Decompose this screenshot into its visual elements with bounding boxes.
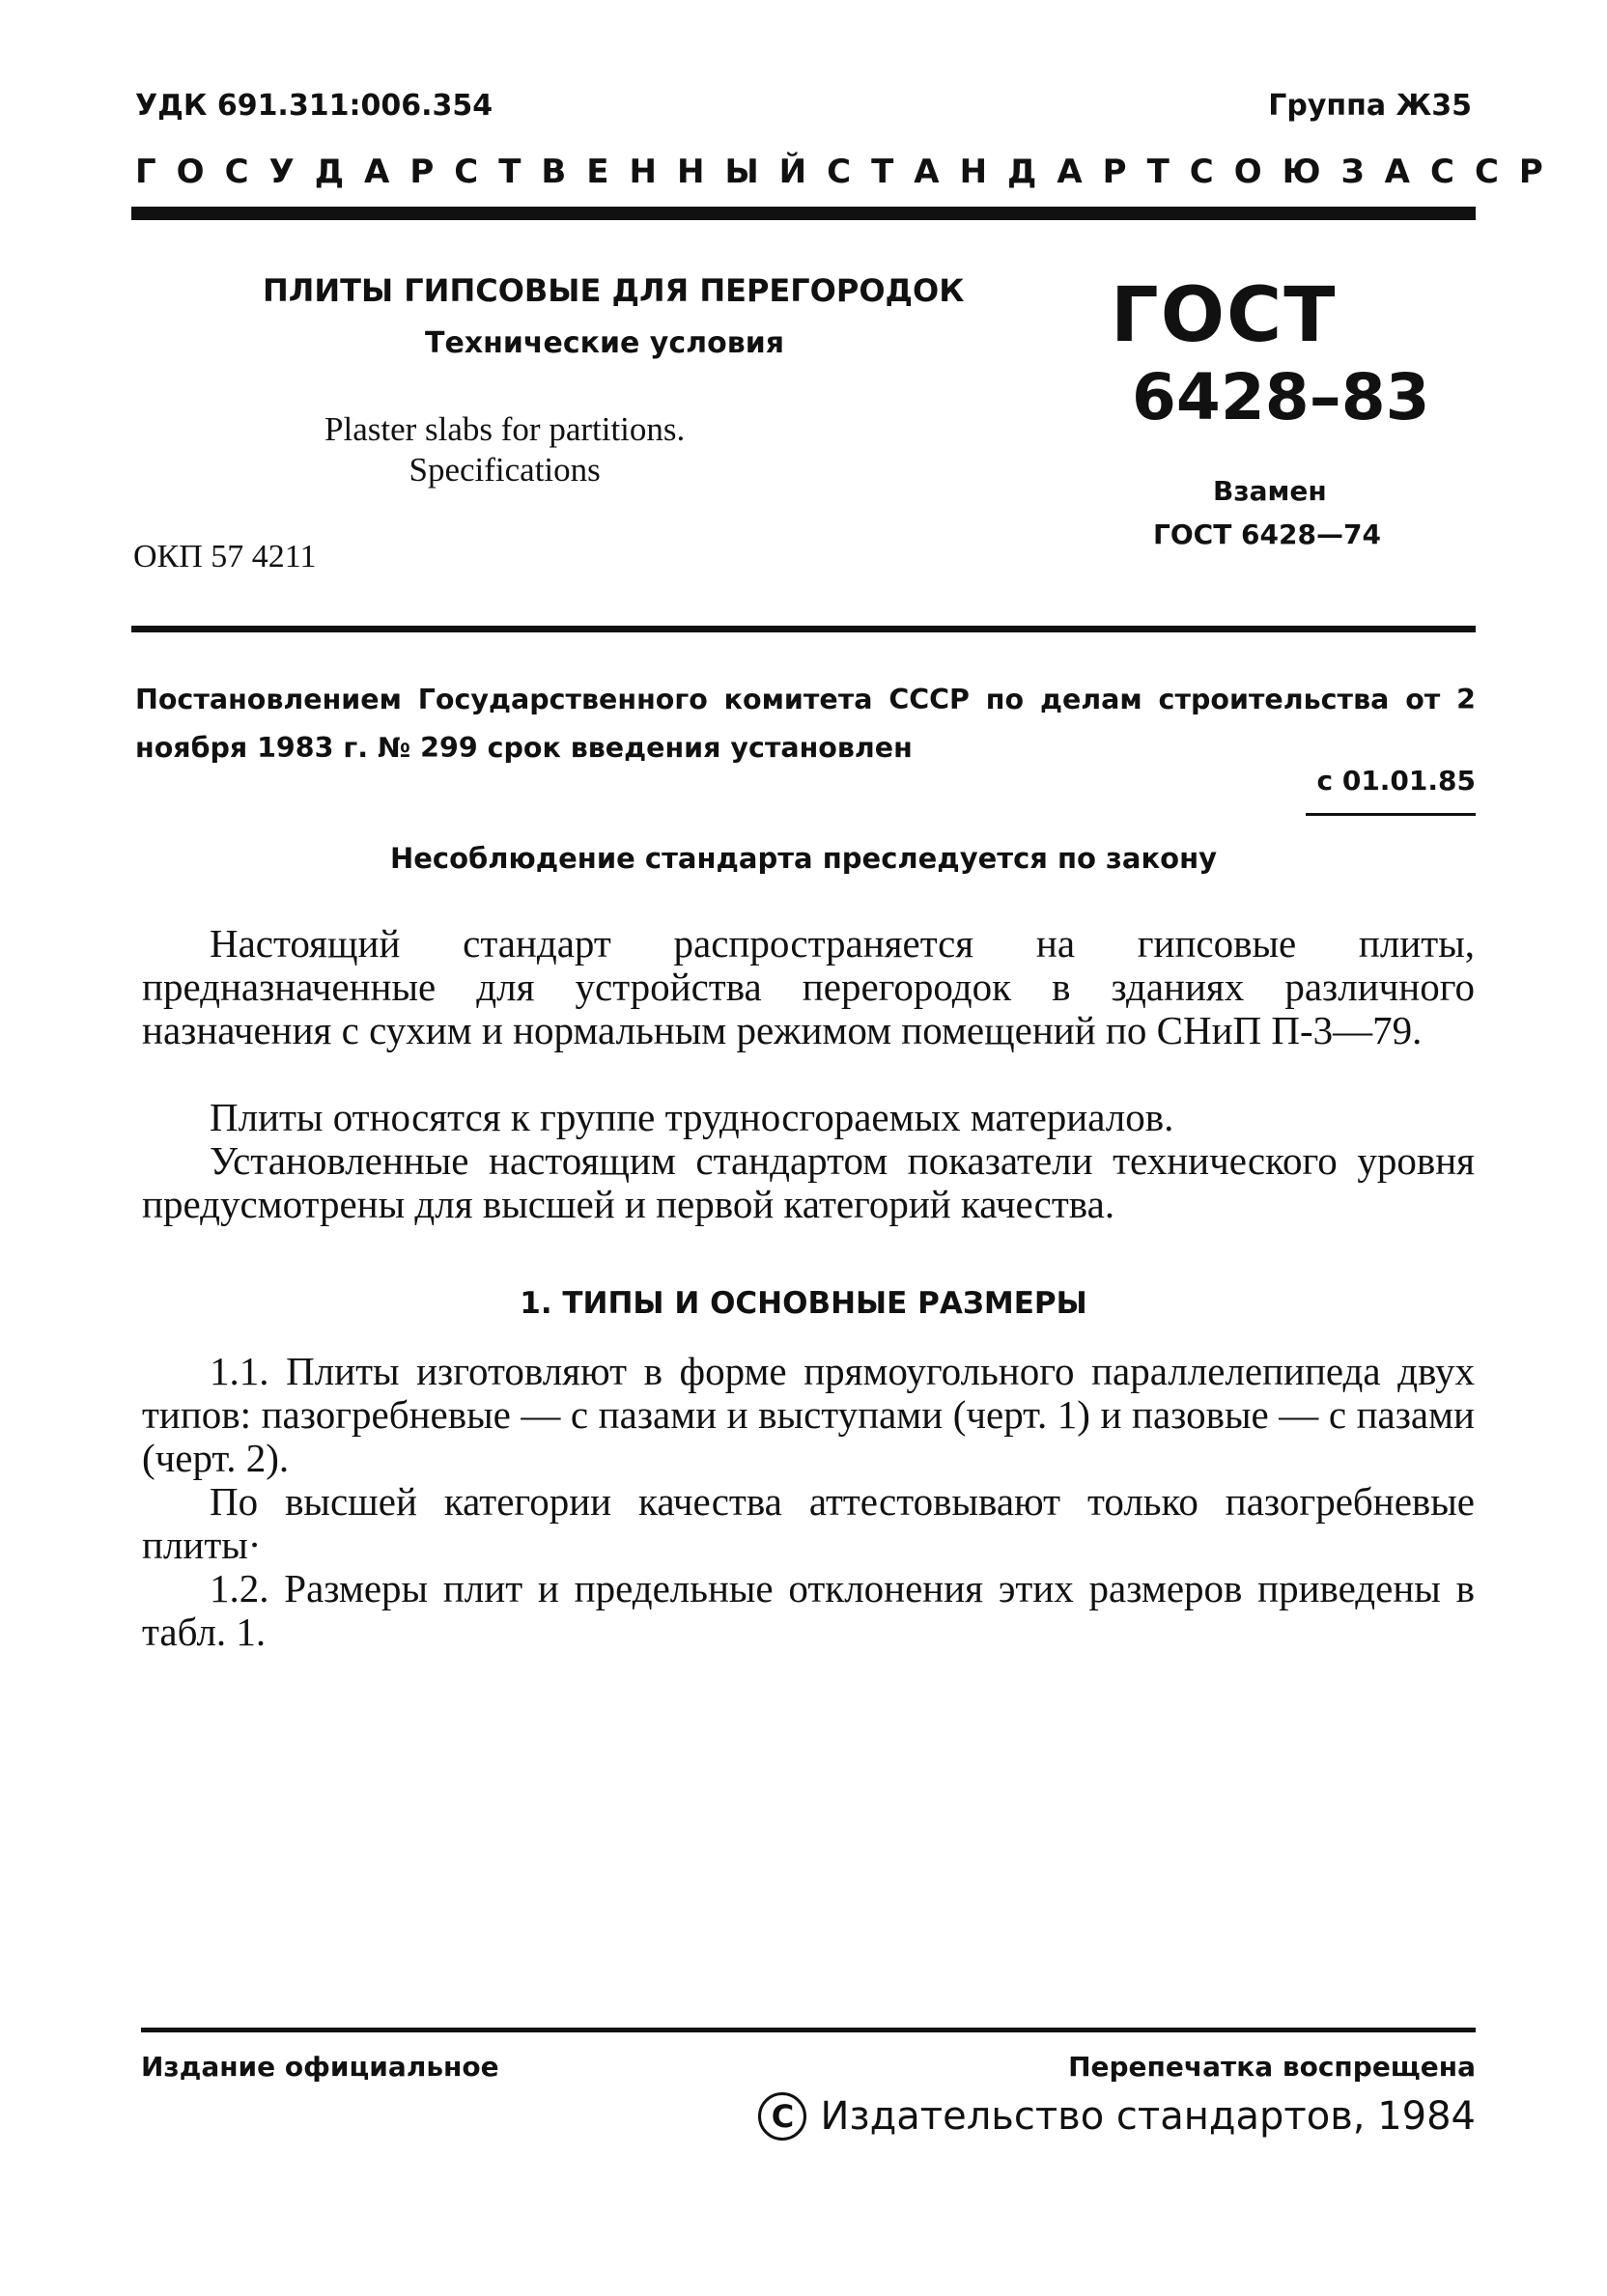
document-subtitle: Технические условия [425, 326, 784, 360]
official-edition-label: Издание официальное [141, 2051, 499, 2083]
gost-label: ГОСТ [1111, 272, 1338, 359]
copyright-line [758, 2092, 1476, 2141]
english-title-line: Specifications [409, 451, 601, 489]
gost-number: 6428–83 [1132, 360, 1430, 434]
publisher-text: Издательство стандартов, 1984 [820, 2094, 1476, 2139]
state-standard-word: СТАНДАРТ [827, 153, 1190, 191]
udk-code: УДК 691.311:006.354 [135, 89, 493, 123]
effective-date: с 01.01.85 [1316, 765, 1476, 797]
english-title-line: Plaster slabs for partitions. [324, 410, 686, 448]
body-paragraph: 1.2. Размеры плит и предельные отклонения этих размеров приведены в табл. 1. [142, 1566, 1475, 1654]
replaces-label: Взамен [1213, 475, 1327, 507]
body-paragraph: По высшей категории качества аттестовывают только пазогребневые плиты· [142, 1479, 1475, 1567]
body-paragraph: Настоящий стандарт распространяется на гипсовые плиты, предназначенные для устройства перегородок в зданиях различного назначения с сухим и нормальным режимом помещений по СНиП П-3—79. [142, 921, 1475, 1052]
header-rule [131, 207, 1476, 220]
group-code: Группа Ж35 [1268, 89, 1472, 123]
copyright-icon: С [758, 2092, 806, 2141]
document-title: ПЛИТЫ ГИПСОВЫЕ ДЛЯ ПЕРЕГОРОДОК [263, 272, 965, 309]
body-paragraph: Установленные настоящим стандартом показатели технического уровня предусмотрены для высшей и первой категорий качества. [142, 1138, 1475, 1226]
state-standard-word: ССР [1430, 153, 1564, 191]
english-title [324, 409, 685, 490]
okp-code: ОКП 57 4211 [133, 539, 317, 574]
state-standard-heading [135, 153, 1564, 191]
resolution-text: Постановлением Государственного комитета СССР по делам строительства от 2 ноября 1983 г. № 299 срок введения установлен [135, 684, 1476, 764]
state-standard-word: СОЮЗА [1189, 153, 1430, 191]
section-heading: 1. ТИПЫ И ОСНОВНЫЕ РАЗМЕРЫ [520, 1286, 1087, 1321]
state-standard-word: ГОСУДАРСТВЕННЫЙ [135, 153, 828, 191]
replaces-number: ГОСТ 6428—74 [1153, 518, 1381, 550]
effective-date-underline [1306, 813, 1476, 816]
legal-notice: Несоблюдение стандарта преследуется по закону [389, 842, 1218, 875]
body-paragraph: 1.1. Плиты изготовляют в форме прямоугольного параллелепипеда двух типов: пазогребневые — с пазами и выступами (черт. 1) и пазовые — с пазами (черт. 2). [142, 1349, 1475, 1480]
title-block-rule [131, 626, 1476, 632]
no-reprint-label: Перепечатка воспрещена [1068, 2051, 1476, 2083]
footer-rule [141, 2028, 1476, 2032]
body-paragraph: Плиты относятся к группе трудносгораемых материалов. [210, 1095, 1174, 1139]
